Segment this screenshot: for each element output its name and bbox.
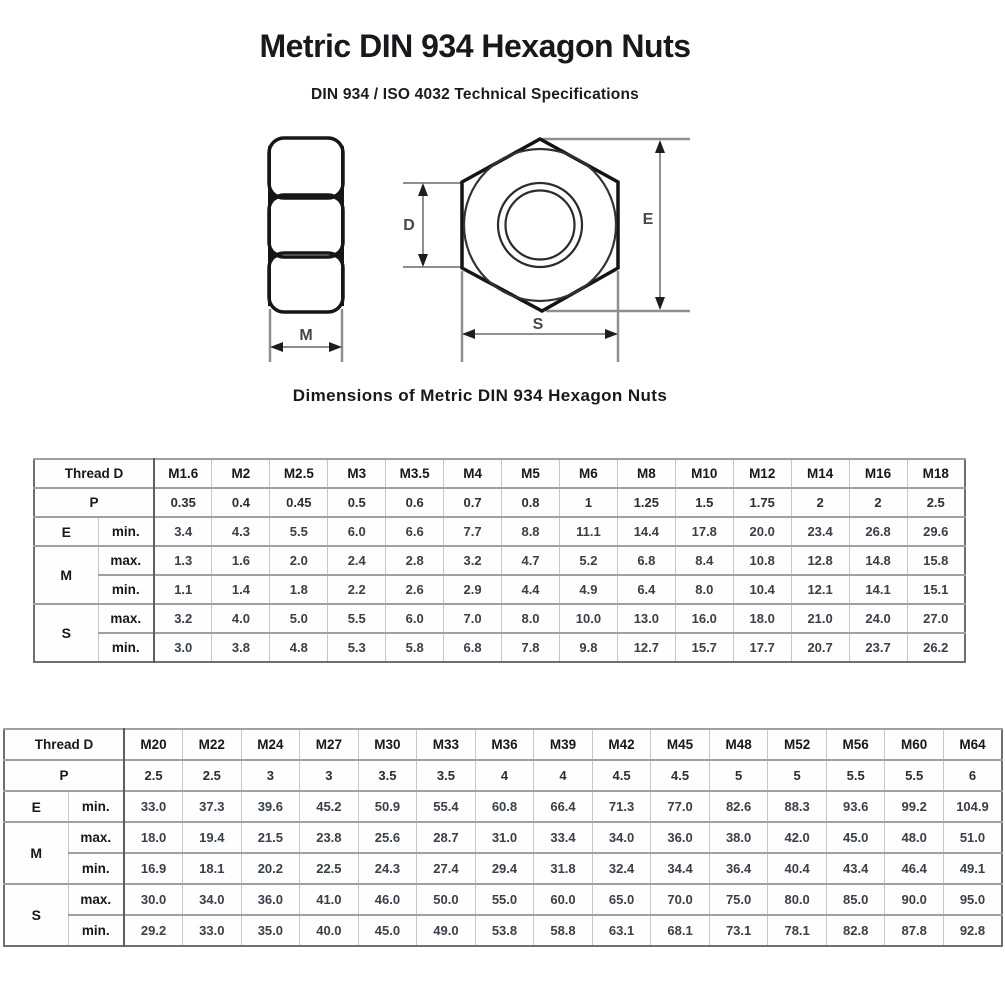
value-cell: 20.2 <box>241 853 300 884</box>
value-cell: 18.0 <box>124 822 183 853</box>
value-cell: 68.1 <box>651 915 710 946</box>
dimension-label-s: S <box>532 316 544 333</box>
table-row <box>34 546 965 575</box>
value-cell: 2.4 <box>328 546 386 575</box>
value-cell: 50.9 <box>358 791 417 822</box>
value-cell: 5.0 <box>270 604 328 633</box>
pitch-row <box>4 760 1002 791</box>
value-cell: 4.9 <box>559 575 617 604</box>
value-cell: 10.4 <box>733 575 791 604</box>
column-header: M52 <box>768 729 827 760</box>
table-row <box>4 822 1002 853</box>
value-cell: 88.3 <box>768 791 827 822</box>
pitch-value-cell: 3.5 <box>358 760 417 791</box>
value-cell: 18.1 <box>183 853 242 884</box>
table-row <box>34 633 965 662</box>
value-cell: 53.8 <box>475 915 534 946</box>
column-header: M24 <box>241 729 300 760</box>
value-cell: 36.4 <box>709 853 768 884</box>
value-cell: 70.0 <box>651 884 710 915</box>
column-header: M5 <box>502 459 560 488</box>
value-cell: 5.2 <box>559 546 617 575</box>
column-header: M2.5 <box>270 459 328 488</box>
pitch-value-cell: 5.5 <box>885 760 944 791</box>
value-cell: 19.4 <box>183 822 242 853</box>
row-sub-label: max. <box>68 822 124 853</box>
value-cell: 26.8 <box>849 517 907 546</box>
column-header: M12 <box>733 459 791 488</box>
column-header: M36 <box>475 729 534 760</box>
row-sub-label: max. <box>98 604 154 633</box>
value-cell: 43.4 <box>826 853 885 884</box>
value-cell: 15.8 <box>907 546 965 575</box>
value-cell: 93.6 <box>826 791 885 822</box>
dimensions-table-large-sizes <box>3 728 1003 947</box>
thread-d-header: Thread D <box>34 459 154 488</box>
pitch-value-cell: 1.5 <box>675 488 733 517</box>
value-cell: 16.0 <box>675 604 733 633</box>
value-cell: 46.4 <box>885 853 944 884</box>
value-cell: 8.0 <box>502 604 560 633</box>
value-cell: 34.0 <box>592 822 651 853</box>
value-cell: 65.0 <box>592 884 651 915</box>
dimension-label-d: D <box>403 217 415 234</box>
column-header: M4 <box>444 459 502 488</box>
column-header: M42 <box>592 729 651 760</box>
pitch-value-cell: 5.5 <box>826 760 885 791</box>
drawing-caption: Dimensions of Metric DIN 934 Hexagon Nuts <box>292 386 668 405</box>
row-sub-label: max. <box>68 884 124 915</box>
pitch-value-cell: 4.5 <box>651 760 710 791</box>
value-cell: 82.8 <box>826 915 885 946</box>
column-header: M48 <box>709 729 768 760</box>
value-cell: 75.0 <box>709 884 768 915</box>
value-cell: 32.4 <box>592 853 651 884</box>
value-cell: 29.4 <box>475 853 534 884</box>
value-cell: 7.8 <box>502 633 560 662</box>
value-cell: 90.0 <box>885 884 944 915</box>
value-cell: 5.3 <box>328 633 386 662</box>
row-group-label: E <box>34 517 98 546</box>
value-cell: 4.0 <box>212 604 270 633</box>
value-cell: 12.8 <box>791 546 849 575</box>
column-header: M39 <box>534 729 593 760</box>
value-cell: 1.4 <box>212 575 270 604</box>
column-header: M33 <box>417 729 476 760</box>
value-cell: 5.5 <box>270 517 328 546</box>
value-cell: 15.1 <box>907 575 965 604</box>
value-cell: 21.0 <box>791 604 849 633</box>
pitch-value-cell: 2.5 <box>124 760 183 791</box>
value-cell: 99.2 <box>885 791 944 822</box>
row-sub-label: min. <box>98 517 154 546</box>
value-cell: 33.0 <box>124 791 183 822</box>
value-cell: 10.0 <box>559 604 617 633</box>
table-row <box>34 604 965 633</box>
table-row <box>4 853 1002 884</box>
value-cell: 17.7 <box>733 633 791 662</box>
value-cell: 6.4 <box>617 575 675 604</box>
value-cell: 22.5 <box>300 853 359 884</box>
value-cell: 4.8 <box>270 633 328 662</box>
value-cell: 29.2 <box>124 915 183 946</box>
value-cell: 3.0 <box>154 633 212 662</box>
value-cell: 25.6 <box>358 822 417 853</box>
column-header: M3.5 <box>386 459 444 488</box>
pitch-value-cell: 1.75 <box>733 488 791 517</box>
row-sub-label: min. <box>68 791 124 822</box>
pitch-value-cell: 0.7 <box>444 488 502 517</box>
pitch-value-cell: 4 <box>534 760 593 791</box>
value-cell: 17.8 <box>675 517 733 546</box>
value-cell: 8.8 <box>502 517 560 546</box>
value-cell: 27.4 <box>417 853 476 884</box>
value-cell: 2.8 <box>386 546 444 575</box>
value-cell: 60.8 <box>475 791 534 822</box>
value-cell: 3.4 <box>154 517 212 546</box>
pitch-value-cell: 2.5 <box>183 760 242 791</box>
row-sub-label: min. <box>98 575 154 604</box>
value-cell: 20.0 <box>733 517 791 546</box>
value-cell: 3.2 <box>154 604 212 633</box>
pitch-value-cell: 2.5 <box>907 488 965 517</box>
row-sub-label: min. <box>68 853 124 884</box>
column-header: M45 <box>651 729 710 760</box>
column-header: M56 <box>826 729 885 760</box>
value-cell: 42.0 <box>768 822 827 853</box>
column-header: M8 <box>617 459 675 488</box>
value-cell: 31.8 <box>534 853 593 884</box>
value-cell: 2.6 <box>386 575 444 604</box>
value-cell: 58.8 <box>534 915 593 946</box>
value-cell: 82.6 <box>709 791 768 822</box>
column-header: M27 <box>300 729 359 760</box>
value-cell: 51.0 <box>943 822 1002 853</box>
pitch-value-cell: 3.5 <box>417 760 476 791</box>
value-cell: 3.2 <box>444 546 502 575</box>
pitch-value-cell: 0.6 <box>386 488 444 517</box>
dimension-label-e: E <box>642 211 654 228</box>
row-sub-label: min. <box>98 633 154 662</box>
column-header: M2 <box>212 459 270 488</box>
pitch-header: P <box>34 488 154 517</box>
value-cell: 6.8 <box>444 633 502 662</box>
value-cell: 23.8 <box>300 822 359 853</box>
value-cell: 1.8 <box>270 575 328 604</box>
value-cell: 4.4 <box>502 575 560 604</box>
row-group-label: M <box>4 822 68 884</box>
nut-front-view <box>403 139 690 362</box>
value-cell: 6.6 <box>386 517 444 546</box>
value-cell: 49.0 <box>417 915 476 946</box>
column-header: M60 <box>885 729 944 760</box>
value-cell: 2.2 <box>328 575 386 604</box>
value-cell: 36.0 <box>651 822 710 853</box>
pitch-value-cell: 0.4 <box>212 488 270 517</box>
value-cell: 34.0 <box>183 884 242 915</box>
value-cell: 33.0 <box>183 915 242 946</box>
value-cell: 14.1 <box>849 575 907 604</box>
value-cell: 38.0 <box>709 822 768 853</box>
pitch-value-cell: 0.45 <box>270 488 328 517</box>
column-header: M30 <box>358 729 417 760</box>
pitch-value-cell: 6 <box>943 760 1002 791</box>
value-cell: 1.1 <box>154 575 212 604</box>
value-cell: 14.8 <box>849 546 907 575</box>
pitch-value-cell: 2 <box>849 488 907 517</box>
pitch-value-cell: 0.35 <box>154 488 212 517</box>
row-group-label: E <box>4 791 68 822</box>
value-cell: 37.3 <box>183 791 242 822</box>
column-header: M16 <box>849 459 907 488</box>
value-cell: 7.0 <box>444 604 502 633</box>
pitch-value-cell: 1.25 <box>617 488 675 517</box>
table-row <box>34 517 965 546</box>
pitch-value-cell: 2 <box>791 488 849 517</box>
nut-technical-drawing <box>240 116 740 378</box>
value-cell: 8.0 <box>675 575 733 604</box>
value-cell: 46.0 <box>358 884 417 915</box>
value-cell: 5.5 <box>328 604 386 633</box>
pitch-value-cell: 0.8 <box>502 488 560 517</box>
value-cell: 34.4 <box>651 853 710 884</box>
row-group-label: M <box>34 546 98 604</box>
value-cell: 45.0 <box>826 822 885 853</box>
row-group-label: S <box>4 884 68 946</box>
value-cell: 15.7 <box>675 633 733 662</box>
column-header: M3 <box>328 459 386 488</box>
value-cell: 33.4 <box>534 822 593 853</box>
value-cell: 49.1 <box>943 853 1002 884</box>
value-cell: 28.7 <box>417 822 476 853</box>
value-cell: 23.4 <box>791 517 849 546</box>
table-row <box>4 884 1002 915</box>
value-cell: 14.4 <box>617 517 675 546</box>
pitch-value-cell: 3 <box>300 760 359 791</box>
value-cell: 40.4 <box>768 853 827 884</box>
value-cell: 4.7 <box>502 546 560 575</box>
value-cell: 30.0 <box>124 884 183 915</box>
value-cell: 77.0 <box>651 791 710 822</box>
pitch-value-cell: 3 <box>241 760 300 791</box>
value-cell: 104.9 <box>943 791 1002 822</box>
column-header: M64 <box>943 729 1002 760</box>
value-cell: 66.4 <box>534 791 593 822</box>
value-cell: 87.8 <box>885 915 944 946</box>
value-cell: 6.8 <box>617 546 675 575</box>
value-cell: 24.0 <box>849 604 907 633</box>
column-header: M10 <box>675 459 733 488</box>
pitch-value-cell: 5 <box>768 760 827 791</box>
value-cell: 45.2 <box>300 791 359 822</box>
value-cell: 18.0 <box>733 604 791 633</box>
value-cell: 4.3 <box>212 517 270 546</box>
pitch-row <box>34 488 965 517</box>
value-cell: 9.8 <box>559 633 617 662</box>
value-cell: 27.0 <box>907 604 965 633</box>
pitch-value-cell: 1 <box>559 488 617 517</box>
value-cell: 23.7 <box>849 633 907 662</box>
value-cell: 26.2 <box>907 633 965 662</box>
value-cell: 50.0 <box>417 884 476 915</box>
pitch-value-cell: 5 <box>709 760 768 791</box>
value-cell: 24.3 <box>358 853 417 884</box>
value-cell: 3.8 <box>212 633 270 662</box>
column-header: M14 <box>791 459 849 488</box>
value-cell: 71.3 <box>592 791 651 822</box>
value-cell: 11.1 <box>559 517 617 546</box>
thread-d-header: Thread D <box>4 729 124 760</box>
row-sub-label: max. <box>98 546 154 575</box>
value-cell: 29.6 <box>907 517 965 546</box>
value-cell: 21.5 <box>241 822 300 853</box>
value-cell: 16.9 <box>124 853 183 884</box>
value-cell: 6.0 <box>386 604 444 633</box>
header-row <box>34 459 965 488</box>
column-header: M22 <box>183 729 242 760</box>
value-cell: 36.0 <box>241 884 300 915</box>
value-cell: 35.0 <box>241 915 300 946</box>
value-cell: 8.4 <box>675 546 733 575</box>
column-header: M20 <box>124 729 183 760</box>
nut-side-view <box>269 138 343 362</box>
value-cell: 85.0 <box>826 884 885 915</box>
table-row <box>4 915 1002 946</box>
value-cell: 20.7 <box>791 633 849 662</box>
table-row <box>4 791 1002 822</box>
column-header: M6 <box>559 459 617 488</box>
pitch-header: P <box>4 760 124 791</box>
value-cell: 92.8 <box>943 915 1002 946</box>
value-cell: 2.0 <box>270 546 328 575</box>
value-cell: 12.7 <box>617 633 675 662</box>
value-cell: 2.9 <box>444 575 502 604</box>
value-cell: 6.0 <box>328 517 386 546</box>
page-subtitle: DIN 934 / ISO 4032 Technical Specifications <box>311 86 639 103</box>
dimensions-table-small-sizes <box>33 458 966 663</box>
value-cell: 78.1 <box>768 915 827 946</box>
pitch-value-cell: 4 <box>475 760 534 791</box>
value-cell: 12.1 <box>791 575 849 604</box>
value-cell: 39.6 <box>241 791 300 822</box>
table-row <box>34 575 965 604</box>
value-cell: 1.3 <box>154 546 212 575</box>
value-cell: 95.0 <box>943 884 1002 915</box>
page-title: Metric DIN 934 Hexagon Nuts <box>259 28 691 64</box>
pitch-value-cell: 4.5 <box>592 760 651 791</box>
value-cell: 1.6 <box>212 546 270 575</box>
value-cell: 55.4 <box>417 791 476 822</box>
value-cell: 48.0 <box>885 822 944 853</box>
row-group-label: S <box>34 604 98 662</box>
row-sub-label: min. <box>68 915 124 946</box>
value-cell: 40.0 <box>300 915 359 946</box>
value-cell: 10.8 <box>733 546 791 575</box>
value-cell: 13.0 <box>617 604 675 633</box>
pitch-value-cell: 0.5 <box>328 488 386 517</box>
column-header: M18 <box>907 459 965 488</box>
dimension-label-m: M <box>299 327 313 344</box>
value-cell: 41.0 <box>300 884 359 915</box>
value-cell: 55.0 <box>475 884 534 915</box>
value-cell: 5.8 <box>386 633 444 662</box>
header-row <box>4 729 1002 760</box>
value-cell: 73.1 <box>709 915 768 946</box>
value-cell: 63.1 <box>592 915 651 946</box>
value-cell: 31.0 <box>475 822 534 853</box>
value-cell: 60.0 <box>534 884 593 915</box>
value-cell: 80.0 <box>768 884 827 915</box>
value-cell: 45.0 <box>358 915 417 946</box>
value-cell: 7.7 <box>444 517 502 546</box>
column-header: M1.6 <box>154 459 212 488</box>
